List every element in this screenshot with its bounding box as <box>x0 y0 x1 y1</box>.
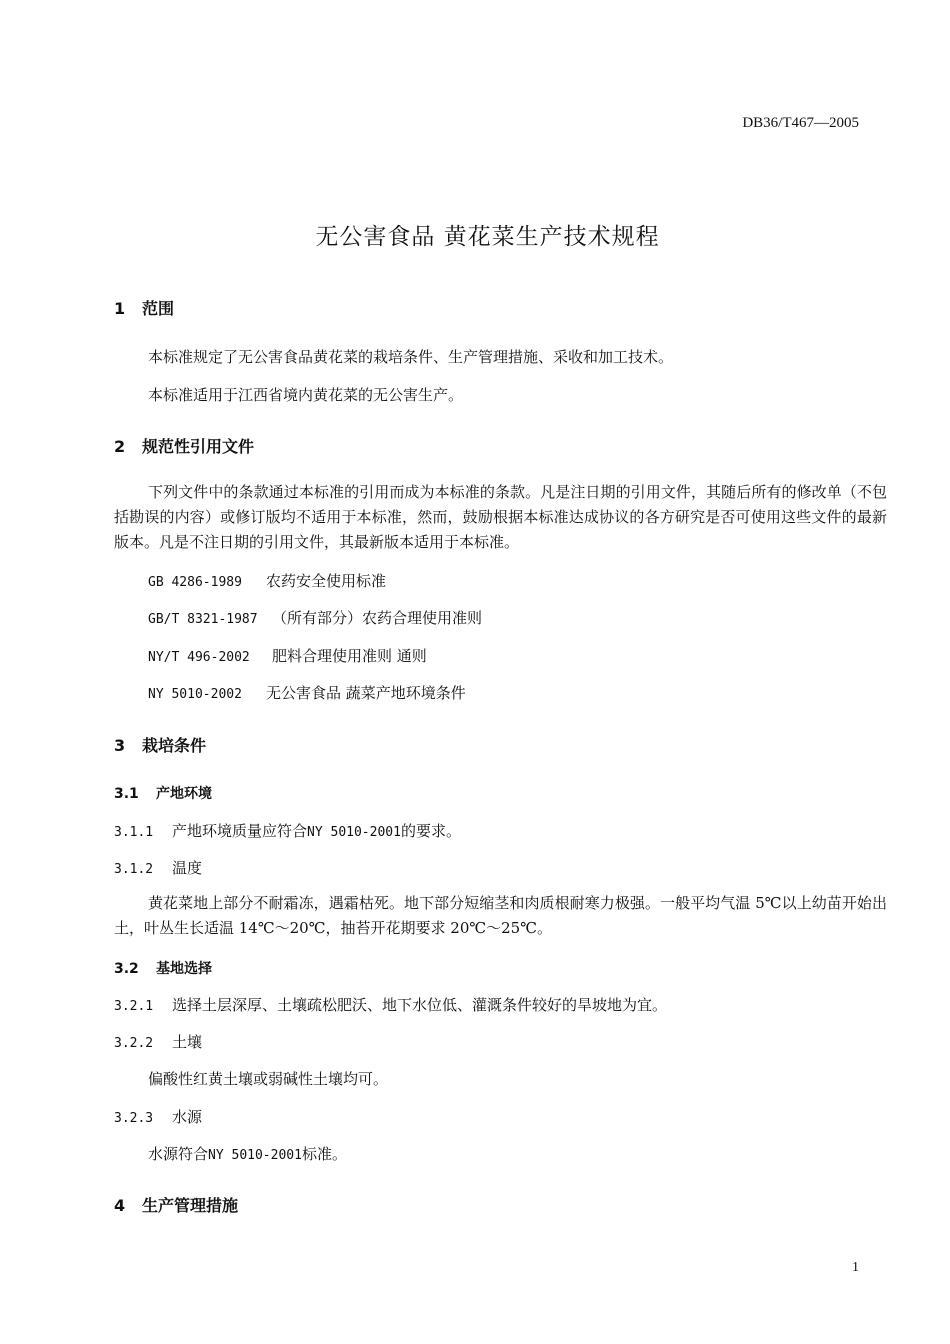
clause-number: 3.1.1 <box>114 825 154 840</box>
water-paragraph <box>148 1143 347 1164</box>
reference-code: NY 5010-2002 <box>148 687 242 702</box>
reference-title: 肥料合理使用准则 通则 <box>272 647 427 665</box>
reference-item <box>148 645 427 666</box>
page-number: 1 <box>852 1260 859 1275</box>
section-2-heading <box>114 434 254 457</box>
water-code: NY 5010-2001 <box>208 1148 302 1163</box>
clause-number: 3.2.2 <box>114 1036 154 1051</box>
water-text-post: 标准。 <box>301 1145 347 1163</box>
subsection-title: 基地选择 <box>156 961 212 977</box>
clause-title: 温度 <box>172 859 203 877</box>
reference-code: NY/T 496-2002 <box>148 650 250 665</box>
section-number: 4 <box>114 1196 126 1215</box>
section-number: 1 <box>114 299 126 318</box>
clause-number: 3.1.2 <box>114 862 154 877</box>
section-3-heading <box>114 733 206 756</box>
section-title: 范围 <box>142 299 175 318</box>
subsection-number: 3.2 <box>114 961 139 977</box>
temperature-paragraph: 黄花菜地上部分不耐霜冻，遇霜枯死。地下部分短缩茎和肉质根耐寒力极强。一般平均气温 5℃以上幼苗开始出土，叶丛生长适温 14℃～20℃，抽苔开花期要求 20℃～25℃。 <box>114 894 887 937</box>
soil-paragraph: 偏酸性红黄土壤或弱碱性土壤均可。 <box>148 1070 389 1088</box>
reference-item <box>148 570 386 591</box>
standard-code: DB36/T467—2005 <box>742 115 859 131</box>
section-4-heading <box>114 1193 238 1216</box>
reference-code: GB 4286-1989 <box>148 575 242 590</box>
reference-title: （所有部分）农药合理使用准则 <box>272 609 483 627</box>
subsection-title: 产地环境 <box>156 786 212 802</box>
reference-item <box>148 682 466 703</box>
section-title: 规范性引用文件 <box>142 437 255 456</box>
clause-title: 水源 <box>172 1108 203 1126</box>
section-title: 栽培条件 <box>142 736 207 755</box>
document-title: 无公害食品 黄花菜生产技术规程 <box>315 224 660 250</box>
clause-number: 3.2.1 <box>114 999 154 1014</box>
water-text-pre: 水源符合 <box>148 1145 209 1163</box>
reference-code: GB/T 8321-1987 <box>148 612 258 627</box>
scope-paragraph-1: 本标准规定了无公害食品黄花菜的栽培条件、生产管理措施、采收和加工技术。 <box>148 348 674 366</box>
section-title: 生产管理措施 <box>142 1196 239 1215</box>
references-intro-paragraph: 下列文件中的条款通过本标准的引用而成为本标准的条款。凡是注日期的引用文件，其随后所有的修改单（不包括勘误的内容）或修订版均不适用于本标准，然而，鼓励根据本标准达成协议的各方研究是否可使用这些文件的最新版本。凡是不注日期的引用文件，其最新版本适用于本标准。 <box>114 483 887 551</box>
reference-title: 无公害食品 蔬菜产地环境条件 <box>266 684 466 702</box>
section-number: 2 <box>114 437 126 456</box>
subsection-3-1-heading <box>114 783 212 803</box>
subsection-3-2-heading <box>114 958 212 978</box>
scope-paragraph-2: 本标准适用于江西省境内黄花菜的无公害生产。 <box>148 386 464 404</box>
clause-3-1-2-heading <box>114 857 202 878</box>
clause-3-2-2-heading <box>114 1031 202 1052</box>
reference-title: 农药安全使用标准 <box>266 572 387 590</box>
clause-3-2-1 <box>114 994 667 1015</box>
clause-number: 3.2.3 <box>114 1111 154 1126</box>
clause-3-1-1 <box>114 820 461 841</box>
subsection-number: 3.1 <box>114 786 139 802</box>
clause-text-post: 的要求。 <box>400 822 461 840</box>
reference-item <box>148 607 482 628</box>
section-1-heading <box>114 296 174 319</box>
clause-text: 选择土层深厚、土壤疏松肥沃、地下水位低、灌溉条件较好的旱坡地为宜。 <box>172 996 668 1014</box>
section-number: 3 <box>114 736 126 755</box>
clause-code: NY 5010-2001 <box>307 825 401 840</box>
clause-title: 土壤 <box>172 1033 203 1051</box>
clause-3-2-3-heading <box>114 1106 202 1127</box>
clause-text-pre: 产地环境质量应符合 <box>172 822 308 840</box>
